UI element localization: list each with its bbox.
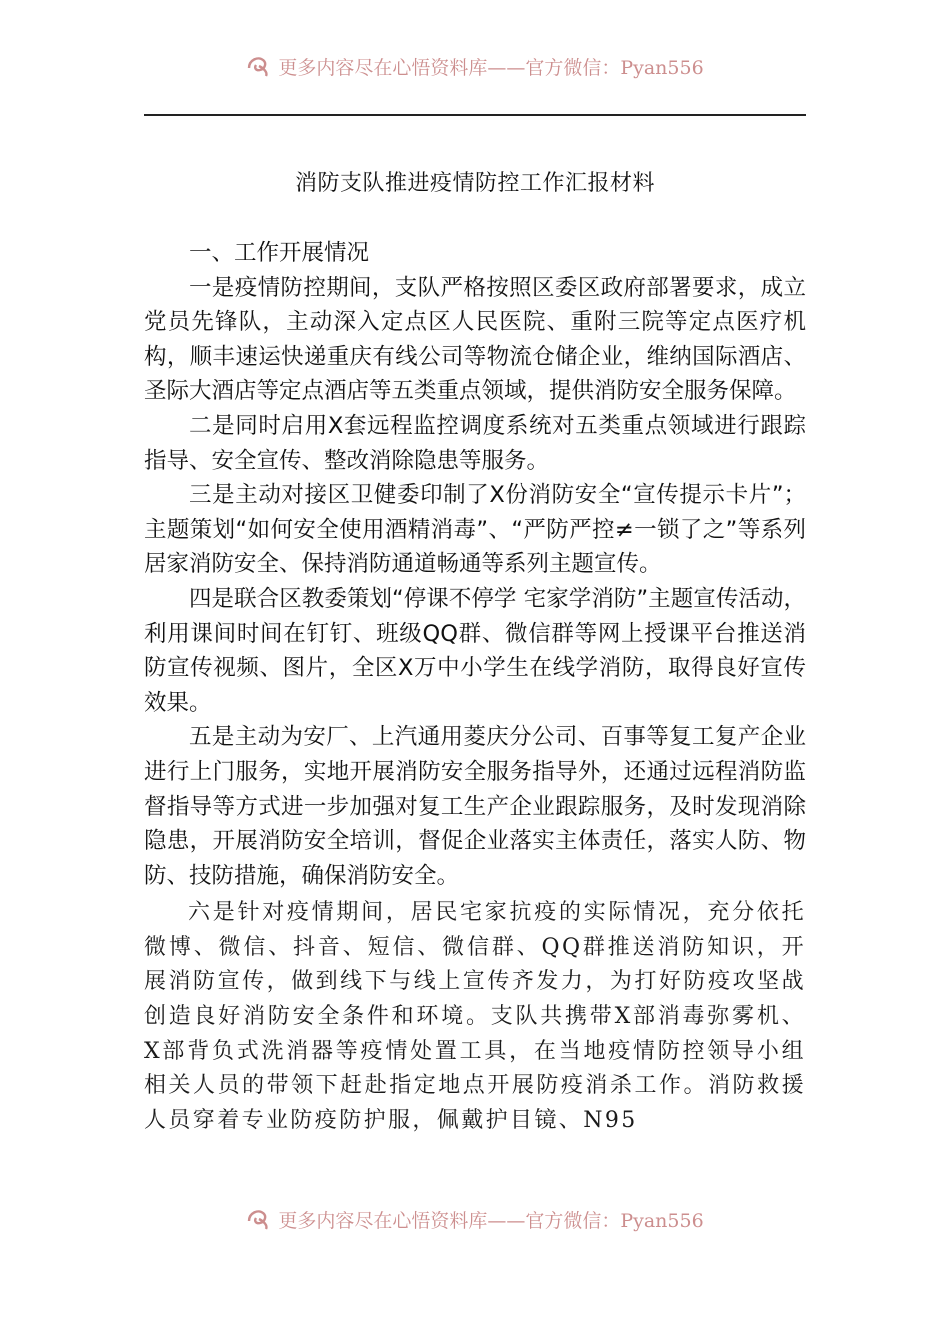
section-heading: 一、工作开展情况 [189,240,370,266]
document-content [144,236,806,1138]
paragraph-5: 五是主动为安厂、上汽通用菱庆分公司、百事等复工复产企业进行上门服务，实地开展消防安全服务指导外，还通过远程消防监督指导等方式进一步加强对复工生产企业跟踪服务，及时发现消除隐患，开展消防安全培训，督促企业落实主体责任，落实人防、物防、技防措施，确保消防安全。 [144,724,806,889]
watermark-text: 更多内容尽在心悟资料库——官方微信：Pyan556 [278,1210,704,1232]
paragraph-1: 一是疫情防控期间，支队严格按照区委区政府部署要求，成立党员先锋队，主动深入定点区人民医院、重附三院等定点医疗机构，顺丰速运快递重庆有线公司等物流仓储企业，维纳国际酒店、圣际大酒店等定点酒店等五类重点领域，提供消防安全服务保障。 [144,274,806,405]
paragraph-6: 六是针对疫情期间，居民宅家抗疫的实际情况，充分依托微博、微信、抖音、短信、微信群、QQ群推送消防知识，开展消防宣传，做到线下与线上宣传齐发力，为打好防疫攻坚战创造良好消防安全条件和环境。支队共携带X部消毒弥雾机、X部背负式洗消器等疫情处置工具，在当地疫情防控领导小组相关人员的带领下赶赴指定地点开展防疫消杀工作。消防救援人员穿着专业防疫防护服，佩戴护目镜、N95 [144,900,806,1133]
paragraph-3: 三是主动对接区卫健委印制了X份消防安全“宣传提示卡片”；主题策划“如何安全使用酒精消毒”、“严防严控≠一锁了之”等系列居家消防安全、保持消防通道畅通等系列主题宣传。 [144,482,806,578]
watermark-logo-icon [246,1207,272,1231]
paragraph-4: 四是联合区教委策划“停课不停学 宅家学消防”主题宣传活动，利用课间时间在钉钉、班级QQ群、微信群等网上授课平台推送消防宣传视频、图片，全区X万中小学生在线学消防，取得良好宣传效果。 [144,585,806,716]
document-title: 消防支队推进疫情防控工作汇报材料 [294,171,655,196]
watermark-bottom [0,1206,950,1236]
paragraph-2: 二是同时启用X套远程监控调度系统对五类重点领域进行跟踪指导、安全宣传、整改消除隐患等服务。 [144,412,806,474]
watermark-text: 更多内容尽在心悟资料库——官方微信：Pyan556 [278,57,704,79]
